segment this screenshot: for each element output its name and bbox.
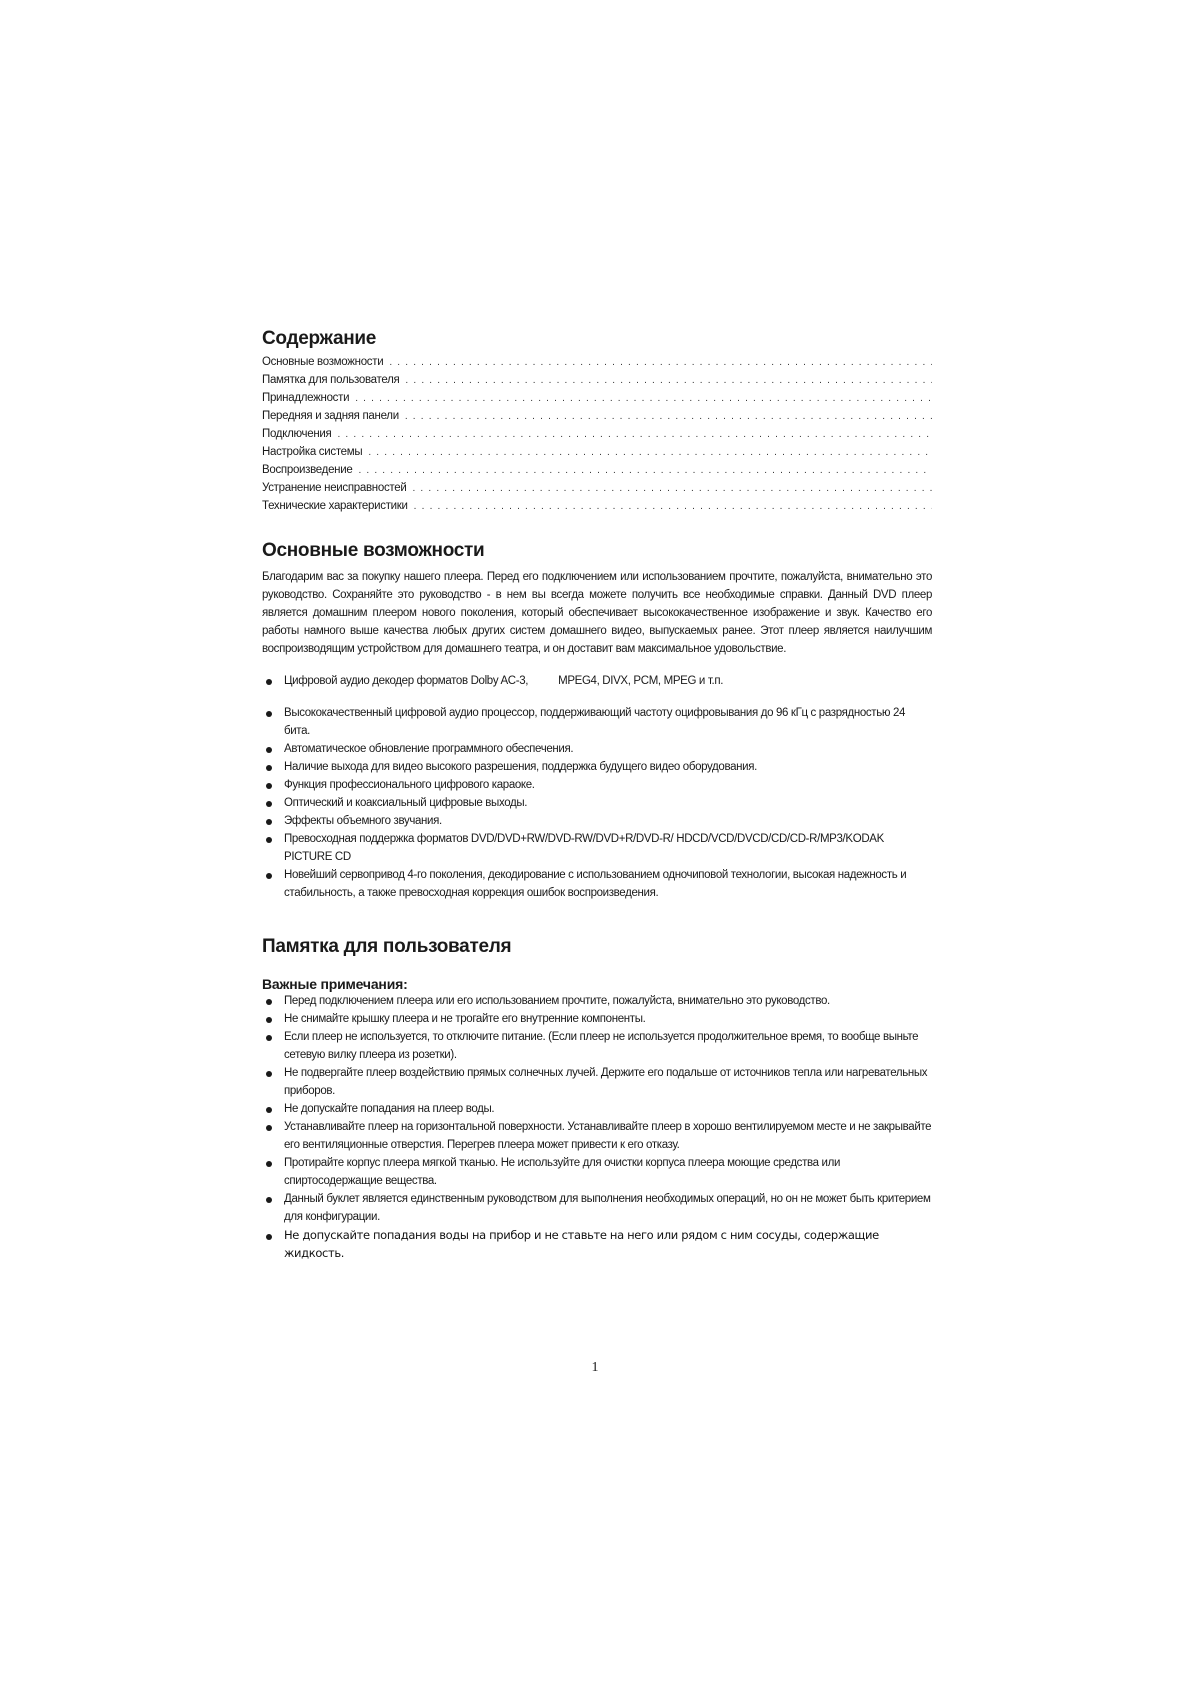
bullet-text: Превосходная поддержка форматов DVD/DVD+RW/DVD-RW/DVD+R/DVD-R/ HDCD/VCD/DVCD/CD/CD-R/MP3/KODAK PICTURE CD <box>284 833 884 863</box>
bullet-text: Устанавливайте плеер на горизонтальной поверхности. Устанавливайте плеер в хорошо вентилируемом месте и не закрывайте его вентиляционные отверстия. Перегрев плеера может привести к его отказу. <box>284 1121 932 1151</box>
list-item <box>262 1028 932 1064</box>
bullet-icon <box>266 711 272 717</box>
bullet-icon <box>266 837 272 843</box>
bullet-text: Не подвергайте плеер воздействию прямых солнечных лучей. Держите его подальше от источников тепла или нагревательных приборов. <box>284 1067 928 1097</box>
bullet-text: Высококачественный цифровой аудио процессор, поддерживающий частоту оцифровывания до 96 кГц с разрядностью 24 бита. <box>284 707 906 737</box>
toc-item-label: Основные возможности <box>262 356 384 368</box>
bullet-text-continued: MPEG4, DIVX, PCM, MPEG и т.п. <box>558 675 724 687</box>
toc-leader-dots <box>405 411 932 422</box>
toc-item-label: Принадлежности <box>262 392 350 404</box>
list-item <box>262 794 932 812</box>
toc-row[interactable] <box>262 356 932 374</box>
bullet-text: Протирайте корпус плеера мягкой тканью. Не используйте для очистки корпуса плеера моющие средства или спиртосодержащие вещества. <box>284 1157 841 1187</box>
features-intro-paragraph: Благодарим вас за покупку нашего плеера. Перед его подключением или использованием прочтите, пожалуйста, внимательно это руководство. Сохраняйте это руководство - в нем вы всегда можете получить все необходимые справки. Данный DVD плеер является домашним плеером нового поколения, который обеспечивает высококачественное изображение и звук. Качество его работы намного выше качества любых других систем домашнего видео, выпускаемых ранее. Этот плеер является наилучшим воспроизводящим устройством для домашнего театра, и он доставит вам максимальное удовольствие. <box>262 571 932 655</box>
list-item <box>262 812 932 830</box>
toc-item-label: Подключения <box>262 428 332 440</box>
document-page <box>262 328 932 1262</box>
list-item <box>262 992 932 1010</box>
toc-row[interactable] <box>262 500 932 518</box>
features-title: Основные возможности <box>262 540 485 561</box>
bullet-text: Не допускайте попадания на плеер воды. <box>284 1103 495 1115</box>
bullet-text: Цифровой аудио декодер форматов Dolby AC-3, <box>284 675 529 687</box>
bullet-text: Наличие выхода для видео высокого разрешения, поддержка будущего видео оборудования. <box>284 761 757 773</box>
toc-leader-dots <box>358 465 932 476</box>
bullet-icon <box>266 1197 272 1203</box>
memo-subtitle: Важные примечания: <box>262 976 408 992</box>
bullet-text: Новейший сервопривод 4-го поколения, декодирование с использованием одночиповой технологии, высокая надежность и стабильность, а также превосходная коррекция ошибок воспроизведения. <box>284 869 907 899</box>
bullet-text: Автоматическое обновление программного обеспечения. <box>284 743 574 755</box>
memo-title: Памятка для пользователя <box>262 936 512 957</box>
bullet-icon <box>266 1125 272 1131</box>
list-item <box>262 830 932 866</box>
list-item <box>262 866 932 902</box>
toc-row[interactable] <box>262 446 932 464</box>
bullet-icon <box>266 1234 272 1240</box>
list-item <box>262 776 932 794</box>
list-item <box>262 1190 932 1226</box>
table-of-contents <box>262 356 932 518</box>
toc-leader-dots <box>412 483 932 494</box>
bullet-text: Не снимайте крышку плеера и не трогайте его внутренние компоненты. <box>284 1013 646 1025</box>
list-item <box>262 1226 932 1262</box>
toc-title: Содержание <box>262 328 377 349</box>
bullet-icon <box>266 679 272 685</box>
toc-row[interactable] <box>262 410 932 428</box>
features-list <box>262 672 932 690</box>
toc-row[interactable] <box>262 482 932 500</box>
bullet-icon <box>266 1071 272 1077</box>
list-item <box>262 1010 932 1028</box>
bullet-icon <box>266 801 272 807</box>
toc-leader-dots <box>414 501 932 512</box>
bullet-icon <box>266 1017 272 1023</box>
list-item <box>262 1064 932 1100</box>
toc-item-label: Технические характеристики <box>262 500 408 512</box>
toc-row[interactable] <box>262 392 932 410</box>
memo-list <box>262 992 932 1262</box>
toc-leader-dots <box>337 429 932 440</box>
bullet-text: Перед подключением плеера или его использованием прочтите, пожалуйста, внимательно это руководство. <box>284 995 830 1007</box>
bullet-text: Оптический и коаксиальный цифровые выходы. <box>284 797 528 809</box>
toc-row[interactable] <box>262 374 932 392</box>
list-item <box>262 1154 932 1190</box>
bullet-icon <box>266 1107 272 1113</box>
bullet-text: Данный буклет является единственным руководством для выполнения необходимых операций, но он не может быть критерием для конфигурации. <box>284 1193 931 1223</box>
list-item <box>262 1118 932 1154</box>
bullet-text: Не допускайте попадания воды на прибор и не ставьте на него или рядом с ним сосуды, содержащие жидкость. <box>284 1228 879 1260</box>
page-number: 1 <box>591 1360 599 1375</box>
list-item <box>262 672 932 690</box>
toc-item-label: Настройка системы <box>262 446 363 458</box>
list-item <box>262 740 932 758</box>
toc-leader-dots <box>389 357 932 368</box>
bullet-text: Эффекты объемного звучания. <box>284 815 442 827</box>
bullet-icon <box>266 999 272 1005</box>
bullet-icon <box>266 747 272 753</box>
toc-row[interactable] <box>262 428 932 446</box>
bullet-icon <box>266 783 272 789</box>
list-item <box>262 758 932 776</box>
toc-item-label: Передняя и задняя панели <box>262 410 399 422</box>
bullet-text: Если плеер не используется, то отключите питание. (Если плеер не используется продолжительное время, то вообще выньте сетевую вилку плеера из розетки). <box>284 1031 919 1061</box>
toc-leader-dots <box>355 393 932 404</box>
bullet-icon <box>266 1161 272 1167</box>
list-item <box>262 1100 932 1118</box>
toc-leader-dots <box>405 375 932 386</box>
list-item <box>262 704 932 740</box>
toc-item-label: Памятка для пользователя <box>262 374 400 386</box>
toc-row[interactable] <box>262 464 932 482</box>
bullet-icon <box>266 765 272 771</box>
toc-leader-dots <box>368 447 932 458</box>
bullet-text: Функция профессионального цифрового караоке. <box>284 779 535 791</box>
bullet-icon <box>266 1035 272 1041</box>
bullet-icon <box>266 873 272 879</box>
bullet-icon <box>266 819 272 825</box>
toc-item-label: Воспроизведение <box>262 464 353 476</box>
features-list-continued <box>262 704 932 902</box>
toc-item-label: Устранение неисправностей <box>262 482 407 494</box>
